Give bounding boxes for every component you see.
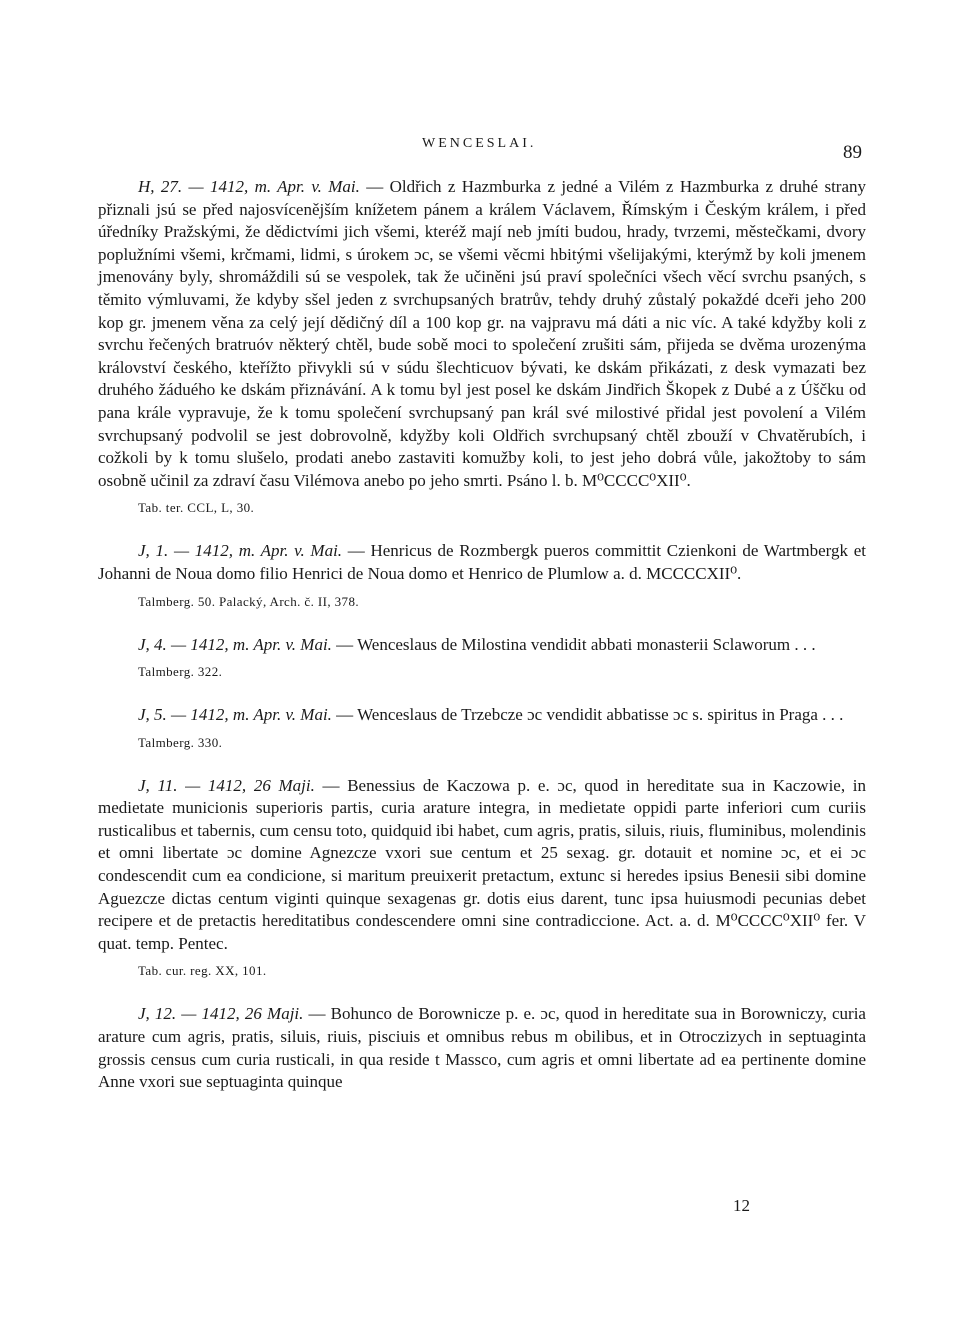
entry (98, 1003, 866, 1093)
entry-body: — Oldřich z Hazmburka z jedné a Vilém z Hazmburka z druhé strany přiznali jsú se před najosvícenějším knížetem pánem a králem Václavem, Římským i Českým králem, i před úředníky Pražskými, že dědictvími jich všemi, kteréž mají neb jmíti budou, hrady, tvrzemi, městečkami, dvory poplužními všemi, krčmami, lidmi, s úrokem ɔc, se všemi věcmi hbitými všelijakými, kterýmž by koli jmenem jmenovány byly, shromáždili sú se vespolek, tak že učiněni jsú praví společníci všech věcí svrchu psaných, s těmito výmluvami, že kdyby sšel jeden z svrchupsaných bratrův, tehdy druhý zůstalý pokaždé dceři jeho 200 kop gr. jmenem věna za celý její dědičný díl a 100 kop gr. na vajpravu má dáti a nic víc. A také kdyžby koli z svrchu řečených bratruóv některý chtěl, bude sobě moci to společení zrušiti sám, přijeda se dvěma urozenýma království českého, kteřížto přivykli sú v súdu šlechticuov bývati, ke dskám přikázati, z desk vymazati bez druhého žáduého ke dskám přiznávání. A k tomu byl jest posel ke dskám Jindřich Škopek z Dubé a z Úščku od pana krále vypravuje, že k tomu společení svrchupsaný pan král své milostivé přidal jest povolení a Vilém svrchupsaný podvolil se jest dobrovolně, kdyžby koli Oldřich svrchupsaný chtěl zbouží v Chvatěrubích, i cožkoli by k tomu slušelo, prodati anebo zastaviti komužby koli, to jest jeho dobrá vůle, jakožtoby to sám osobně učinil za zdraví času Vilémova anebo po jeho smrti. Psáno l. b. M⁰CCCC⁰XII⁰. (98, 177, 866, 490)
source-citation: Tab. ter. CCL, L, 30. (138, 500, 255, 516)
source-citation: Tab. cur. reg. XX, 101. (138, 963, 267, 979)
source-citation: Talmberg. 330. (138, 734, 223, 750)
entry-date: J, 5. — 1412, m. Apr. v. Mai. (138, 705, 332, 725)
source-citation: Talmberg. 322. (138, 664, 223, 680)
entry-text (98, 176, 866, 492)
entry-body: — Wenceslaus de Milostina vendidit abbati monasterii Sclaworum . . . (331, 634, 816, 654)
entry-date: H, 27. — 1412, m. Apr. v. Mai. (138, 177, 360, 196)
entry-text (98, 540, 866, 585)
entry-body: — Wenceslaus de Trzebcze ɔc vendidit abbatisse ɔc s. spiritus in Praga . . . (331, 705, 844, 725)
source-citation: Talmberg. 50. Palacký, Arch. č. II, 378. (138, 593, 359, 609)
entry (98, 176, 866, 518)
entry-text (98, 634, 866, 657)
entry-text (98, 775, 866, 956)
page-number: 89 (843, 142, 862, 163)
entry-body: — Bohunco de Borownicze p. e. ɔc, quod in hereditate sua in Borowniczy, curia arature cum agris, pratis, siluis, riuis, pisciuis et omnibus rebus m obilibus, et in Otroczizych in septuaginta grossis census cum curia rusticali, in qua reside t Massco, cum agris et omni libertate ad ea pertinente domine Anne vxori sue septuaginta quinque (98, 1004, 866, 1092)
entry (98, 775, 866, 982)
page-header (0, 136, 960, 166)
sheet-signature: 12 (733, 1196, 750, 1215)
entry (98, 634, 866, 683)
entry-text (98, 704, 866, 727)
entry (98, 704, 866, 753)
document-body (98, 176, 866, 1094)
entry-date: J, 11. — 1412, 26 Maji. (138, 775, 315, 795)
entry-date: J, 12. — 1412, 26 Maji. (138, 1004, 304, 1024)
entry (98, 540, 866, 611)
entry-date: J, 4. — 1412, m. Apr. v. Mai. (138, 634, 332, 654)
entry-body: — Henricus de Rozmbergk pueros committit Czienkoni de Wartmbergk et Johanni de Noua domo filio Henrici de Noua domo et Henrico de Plumlow a. d. MCCCCXII⁰. (98, 541, 867, 583)
entry-text (98, 1003, 866, 1093)
running-title: WENCESLAI. (422, 136, 537, 151)
entry-body: — Benessius de Kaczowa p. e. ɔc, quod in hereditate sua in Kaczowie, in medietate municionis superioris partis, curia arature integra, in medietate oppidi parte inferiori cum curiis rusticalibus et tabernis, cum censu toto, quidquid ibi habet, cum agris, pratis, siluis, riuis, fluminibus, molendinis et omni libertate ɔc domine Agnezcze vxori sue centum et 25 sexag. gr. dotauit et nomine ɔc, et ei ɔc condescendit cum ea condicione, si maritum preuixerit pretactum, extunc si heredes ipsius Benesii sibi domine Aguezcze dictas centum viginti quinque sexagenas gr. dotis eius darent, tunc ipsa huiusmodi pecunias debet recipere et de pretactis hereditatibus condescendere omni sine contradiccione. Act. a. d. M⁰CCCC⁰XII⁰ fer. V quat. temp. Pentec. (98, 775, 866, 953)
entry-date: J, 1. — 1412, m. Apr. v. Mai. (138, 541, 343, 561)
